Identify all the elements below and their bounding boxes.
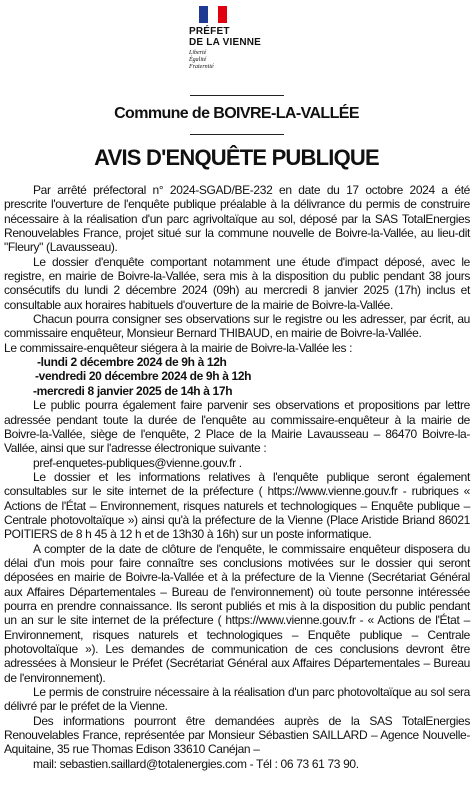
french-flag-icon xyxy=(199,6,227,23)
prefecture-name: PRÉFET DE LA VIENNE xyxy=(189,26,262,48)
paragraph-conclusions: A compter de la date de clôture de l'enquête, le commissaire enquêteur disposera du délai d'un mois pour faire connaître ses conclusions motivées sur le dossier qui seront déposées en mairie de Boivre-la-Vallée et à la préfecture de la Vienne (Secrétariat Général aux Affaires Départementales – Bureau de l'environnement) où toute personne intéressée pourra en prendre connaissance. Ils seront publiés et mis à la disposition du public pendant un an sur le site internet de la préfecture ( https://www.vienne.gouv.fr - « Actions de l'État – Environnement, risques naturels et technologiques – Enquête publique – Centrale photovoltaïque »). Les demandes de communication de ces conclusions devront être adressées à Monsieur le Préfet (Secrétariat Général aux Affaires Départementales – Bureau de l'environnement). xyxy=(4,541,470,685)
enquiry-email[interactable]: pref-enquetes-publiques@vienne.gouv.fr . xyxy=(33,455,242,470)
paragraph-contact: Des informations pourront être demandées auprès de la SAS TotalEnergies Renouvelables France, représentée par Monsieur Sébastien SAILLARD – Agence Nouvelle-Aquitaine, 35 rue Thomas Edison 33610 Canéjan – xyxy=(4,713,470,757)
notice-body xyxy=(4,183,470,771)
session-date: -vendredi 20 décembre 2024 de 9h à 12h xyxy=(35,369,252,384)
paragraph-permit: Le permis de construire nécessaire à la réalisation d'un parc photovoltaïque au sol sera délivré par le préfet de la Vienne. xyxy=(4,685,470,714)
paragraph-dossier: Le dossier d'enquête comportant notamment une étude d'impact déposé, avec le registre, en mairie de Boivre-la-Vallée, sera mis à la disposition du public pendant 38 jours consécutifs du lundi 2 décembre 2024 (09h) au mercredi 8 janvier 2025 (17h) inclus et consultable aux horaires habituels d'ouverture de la mairie de Boivre-la-Vallée. xyxy=(4,254,470,312)
session-date: -mercredi 8 janvier 2025 de 14h à 17h xyxy=(33,383,233,398)
session-date: -lundi 2 décembre 2024 de 9h à 12h xyxy=(37,355,227,370)
paragraph-observations: Chacun pourra consigner ses observations sur le registre ou les adresser, par écrit, au commissaire enquêteur, Monsieur Bernard THIBAUD, en mairie de Boivre-la-Vallée. xyxy=(4,312,470,341)
notice-title: AVIS D'ENQUÊTE PUBLIQUE xyxy=(94,145,379,170)
contact-details[interactable]: mail: sebastien.saillard@totalenergies.com - Tél : 06 73 61 73 90. xyxy=(33,756,359,771)
middle-divider xyxy=(190,134,284,135)
commune-title: Commune de BOIVRE-LA-VALLÉE xyxy=(114,105,359,122)
prefecture-logo xyxy=(189,6,289,71)
paragraph-letters: Le public pourra également faire parvenir ses observations et propositions par lettre adressée pendant toute la durée de l'enquête au commissaire-enquêteur à la mairie de Boivre-la-Vallée, siège de l'enquête, 2 Place de la Mairie Lavausseau – 86470 Boivre-la-Vallée, ainsi que sur l'adresse électronique suivante : xyxy=(4,398,470,456)
paragraph-sessions-intro: Le commissaire-enquêteur siégera à la mairie de Boivre-la-Vallée les : xyxy=(4,340,353,355)
republic-motto: Liberté Égalité Fraternité xyxy=(189,50,214,70)
top-divider xyxy=(190,95,284,96)
paragraph-website: Le dossier et les informations relatives à l'enquête publique seront également consultables sur le site internet de la préfecture ( https://www.vienne.gouv.fr - rubriques « Actions de l'État – Environnement, risques naturels et technologiques – Enquête publique – Centrale photovoltaïque ») ainsi qu'à la préfecture de la Vienne (Place Aristide Briand 86021 POITIERS de 8 h 45 à 12 h et de 13h30 à 16h) sur un poste informatique. xyxy=(4,469,470,542)
paragraph-decree: Par arrêté préfectoral n° 2024-SGAD/BE-232 en date du 17 octobre 2024 a été prescrite l'ouverture de l'enquête publique préalable à la délivrance du permis de construire nécessaire à la réalisation d'un parc agrivoltaïque au sol, déposé par la SAS TotalEnergies Renouvelables France, projet situé sur la commune nouvelle de Boivre-la-Vallée, au lieu-dit "Fleury" (Lavausseau). xyxy=(4,183,470,255)
